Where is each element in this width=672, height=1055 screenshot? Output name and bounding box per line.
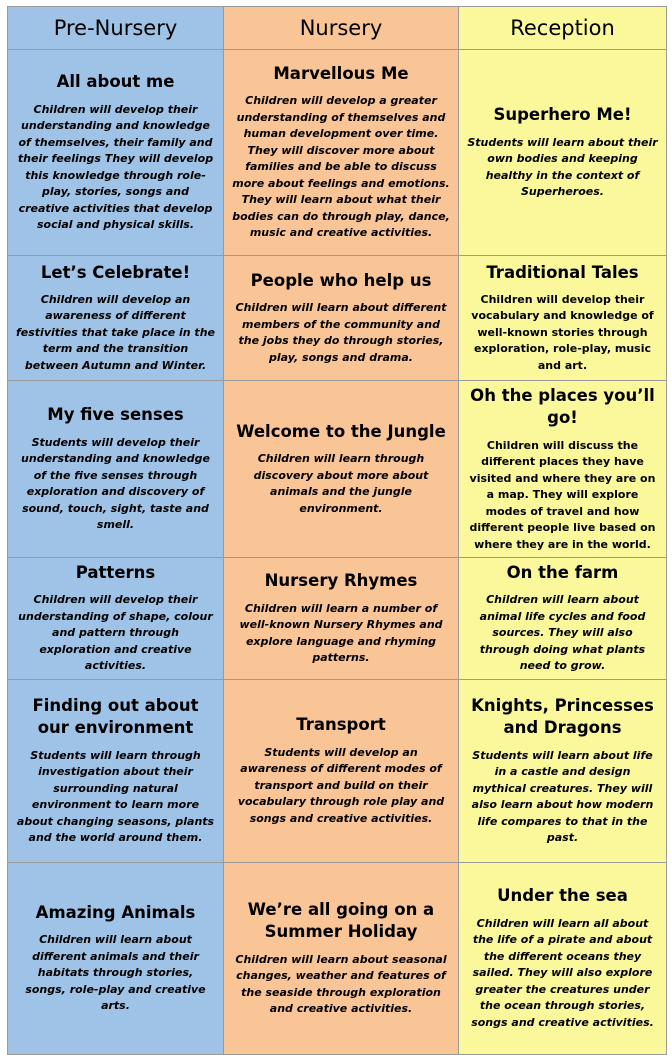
topic-description: Children will learn through discovery about more about animals and the jungle environment.: [253, 452, 429, 515]
topic-description: Children will develop their understanding of shape, colour and pattern through exploration and creative activities.: [18, 593, 213, 673]
topic-cell: [224, 381, 459, 558]
topic-description: Children will learn about different members of the community and the jobs they do through stories, play, songs and drama.: [235, 301, 447, 364]
topic-description: Children will learn a number of well-known Nursery Rhymes and explore language and rhyming patterns.: [239, 601, 443, 665]
topic-description: Children will learn about different animals and their habitats through stories, songs, role-play and creative arts.: [25, 933, 206, 1013]
topic-title: Amazing Animals: [35, 902, 196, 922]
topic-row: [8, 679, 667, 862]
topic-cell: [459, 558, 667, 680]
topic-cell: [224, 679, 459, 862]
topic-cell: [8, 381, 224, 558]
topic-title: Oh the places you’ll go!: [470, 386, 655, 428]
topic-title: Under the sea: [497, 886, 628, 906]
topic-description: Children will develop a greater understanding of themselves and human development over time. They will discover more about families and be able to discuss more about feelings and emotions. They will learn about what their bodies can do through play, dance, music and creative activities.: [232, 94, 450, 240]
topic-title: Nursery Rhymes: [264, 571, 418, 591]
header-reception: Reception: [459, 7, 667, 50]
topic-description: Children will learn all about the life of a pirate and about the different oceans they sailed. They will also explore greater the creatures under the ocean through stories, songs and creative activities.: [471, 916, 654, 1029]
topic-row: [8, 862, 667, 1054]
topic-title: We’re all going on a Summer Holiday: [247, 900, 435, 942]
topic-description: Children will develop their understanding and knowledge of themselves, their family and their feelings They will develop this knowledge through role-play, stories, songs and creative activities that develop social and physical skills.: [17, 102, 214, 232]
topic-cell: [459, 256, 667, 381]
header-row: [8, 7, 667, 50]
topic-title: Traditional Tales: [486, 262, 639, 282]
topic-description: Children will develop an awareness of different festivities that take place in the term and the transition between Autumn and Winter.: [16, 292, 215, 372]
topic-description: Students will learn about life in a castle and design mythical creatures. They will also learn about how modern life compares to that in the past.: [471, 748, 654, 845]
topic-description: Children will discuss the different places they have visited and where they are on a map. They will explore modes of travel and how different people live based on where they are in the world.: [469, 438, 656, 551]
topic-cell: [224, 558, 459, 680]
topic-title: All about me: [56, 72, 175, 92]
curriculum-table: [7, 6, 667, 1055]
topic-cell: [8, 862, 224, 1054]
topic-cell: [8, 50, 224, 256]
topic-title: Patterns: [75, 563, 156, 583]
topic-description: Students will develop an awareness of different modes of transport and build on their vocabulary through role play and songs and creative activities.: [237, 745, 445, 825]
topic-row: [8, 381, 667, 558]
topic-title: Welcome to the Jungle: [236, 421, 446, 441]
topic-cell: [8, 558, 224, 680]
topic-cell: [459, 679, 667, 862]
topic-row: [8, 50, 667, 256]
topic-row: [8, 256, 667, 381]
topic-cell: [224, 256, 459, 381]
topic-title: Marvellous Me: [273, 64, 409, 84]
header-nursery: Nursery: [224, 7, 459, 50]
topic-description: Children will learn about animal life cycles and food sources. They will also through doing what plants need to grow.: [479, 593, 646, 673]
topic-title: People who help us: [250, 270, 432, 290]
topic-description: Students will develop their understanding and knowledge of the five senses through exploration and discovery of sound, touch, sight, taste and smell.: [21, 435, 210, 532]
topic-title: Let’s Celebrate!: [40, 262, 191, 282]
topic-title: Superhero Me!: [493, 105, 632, 125]
topic-description: Children will develop their vocabulary and knowledge of well-known stories through exploration, role-play, music and art.: [471, 292, 654, 372]
topic-title: On the farm: [506, 563, 619, 583]
header-pre-nursery: Pre-Nursery: [8, 7, 224, 50]
topic-cell: [224, 50, 459, 256]
topic-cell: [459, 50, 667, 256]
topic-cell: [459, 381, 667, 558]
topic-title: Finding out about our environment: [32, 696, 199, 738]
topic-cell: [224, 862, 459, 1054]
topic-cell: [8, 256, 224, 381]
topic-description: Students will learn about their own bodies and keeping healthy in the context of Superheroes.: [467, 135, 658, 199]
topic-title: Knights, Princesses and Dragons: [471, 696, 654, 738]
topic-title: My five senses: [47, 405, 184, 425]
topic-cell: [459, 862, 667, 1054]
topic-description: Students will learn through investigation about their surrounding natural environment to learn more about changing seasons, plants and the world around them.: [16, 748, 215, 845]
topic-title: Transport: [296, 715, 386, 735]
topic-description: Children will learn about seasonal changes, weather and features of the seaside through exploration and creative activities.: [235, 952, 447, 1016]
topic-cell: [8, 679, 224, 862]
topic-row: [8, 558, 667, 680]
